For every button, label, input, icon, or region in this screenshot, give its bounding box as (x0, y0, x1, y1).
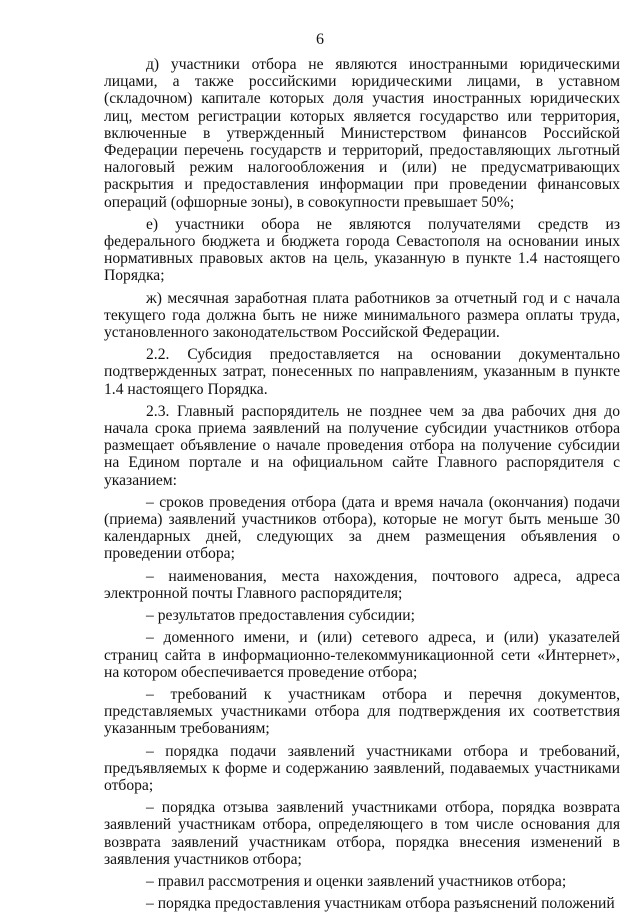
document-body (104, 56, 620, 912)
paragraph-d: д) участники отбора не являются иностранными юридическими лицами, а также российскими юридическими лицами, в уставном (складочном) капитале которых доля участия иностранных юридических лиц, местом регистрации которых является государство или территория, включенные в утвержденный Министерством финансов Российской Федерации перечень государств и территорий, предоставляющих льготный налоговый режим налогообложения и (или) не предусматривающих раскрытия и предоставления информации при проведении финансовых операций (офшорные зоны), в совокупности превышает 50%; (104, 56, 620, 211)
paragraph-e: е) участники обора не являются получателями средств из федерального бюджета и бюджета города Севастополя на основании иных нормативных правовых актов на цель, указанную в пункте 1.4 настоящего Порядка; (104, 215, 620, 285)
list-item-terms: – сроков проведения отбора (дата и время начала (окончания) подачи (приема) заявлений участников отбора), которые не могут быть меньше 30 календарных дней, следующих за днем размещения объявления о проведении отбора; (104, 493, 620, 563)
list-item-withdrawal: – порядка отзыва заявлений участниками отбора, порядка возврата заявлений участникам отбора, определяющего в том числе основания для возврата заявлений участникам отбора, порядка внесения изменений в заявления участников отбора; (104, 799, 620, 868)
list-item-domain: – доменного имени, и (или) сетевого адреса, и (или) указателей страниц сайта в информационно-телекоммуникационной сети «Интернет», на котором обеспечивается проведение отбора; (104, 629, 620, 681)
list-item-clarifications: – порядка предоставления участникам отбора разъяснений положений (146, 895, 615, 912)
list-item-rules: – правил рассмотрения и оценки заявлений участников отбора; (146, 872, 567, 890)
paragraph-zh: ж) месячная заработная плата работников за отчетный год и с начала текущего года должна быть не ниже минимального размера оплаты труда, установленного законодательством Российской Федерации. (104, 289, 620, 342)
list-item-names: – наименования, места нахождения, почтового адреса, адреса электронной почты Главного распорядителя; (104, 567, 620, 602)
page-number: 6 (316, 31, 324, 48)
list-item-results: – результатов предоставления субсидии; (146, 607, 415, 625)
list-item-submission: – порядка подачи заявлений участниками отбора и требований, предъявляемых к форме и содержанию заявлений, подаваемых участниками отбора; (104, 742, 620, 794)
list-item-requirements: – требований к участникам отбора и перечня документов, представляемых участниками отбора для подтверждения их соответствия указанным требованиям; (104, 685, 620, 738)
paragraph-2-3: 2.3. Главный распорядитель не позднее чем за два рабочих дня до начала срока приема заявлений на получение субсидии участников отбора размещает объявление о начале проведения отбора на получение субсидии на Едином портале и на официальном сайте Главного распорядителя с указанием: (104, 402, 620, 489)
paragraph-2-2: 2.2. Субсидия предоставляется на основании документально подтвержденных затрат, понесенных по направлениям, указанным в пункте 1.4 настоящего Порядка. (104, 346, 620, 398)
